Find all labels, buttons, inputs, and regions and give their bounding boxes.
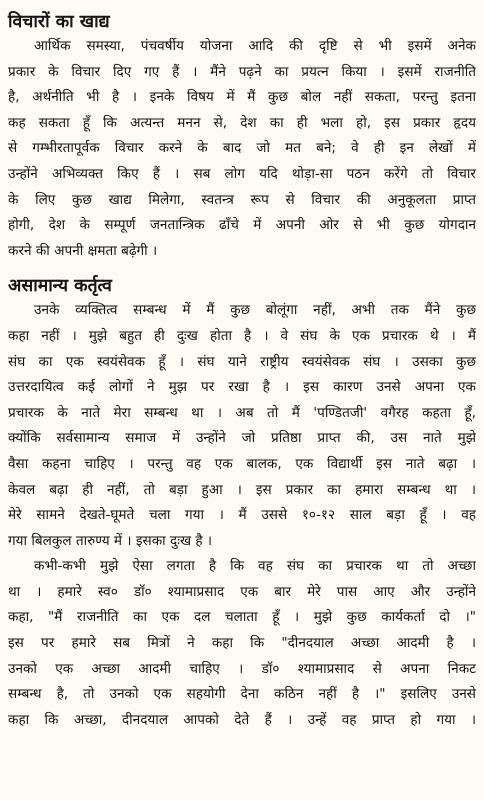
text-line: कहा कि अच्छा, दीनदयाल आपको देते हैं । उन्हें वह प्राप्त हो गया । <box>8 711 476 728</box>
paragraph <box>8 34 476 264</box>
text-line: क्योंकि सर्वसामान्य समाज में उन्होंने जो प्रतिष्ठा प्राप्त की, उस नाते मुझे <box>8 430 476 447</box>
text-line: होगी, देश के सम्पूर्ण जनतान्त्रिक ढाँचे में अपनी ओर से भी कुछ योगदान <box>8 217 476 234</box>
paragraph <box>8 298 476 554</box>
text-line: प्रकार के विचार दिए गए हैं । मैंने पढ़ने का प्रयत्न किया । इसमें राजनीति <box>8 63 476 80</box>
text-line: उन्होंने अभिव्यक्त किए हैं । सब लोग यदि थोड़ा-सा पठन करेंगे तो विचार <box>8 165 476 182</box>
text-line: प्रचारक के नाते मेरा सम्बन्ध था । अब तो मैं 'पण्डितजी' वगैरह कहता हूँ, <box>8 404 476 421</box>
text-line: के लिए कुछ खाद्य मिलेगा, स्वतन्त्र रूप से विचार की अनुकूलता प्राप्त <box>8 191 476 208</box>
text-line: सम्बन्ध है, तो उनको एक सहयोगी देना कठिन नहीं है ।" इसलिए उनसे <box>8 686 476 703</box>
text-line: से गम्भीरतापूर्वक विचार करने के बाद जो मत बने; वे ही इन लेखों में <box>8 140 476 157</box>
text-line: कहा नहीं । मुझे बहुत ही दुःख होता है । वे संघ के एक प्रचारक थे । मैं <box>8 327 476 344</box>
section-title-asamanya-kartritva: असामान्य कर्तृत्व <box>8 276 112 297</box>
text-line: वैसा कहना चाहिए । परन्तु वह एक बालक, एक विद्यार्थी इस नाते बढ़ा । <box>8 455 476 472</box>
text-line: कहा, "मैं राजनीति का एक दल चलाता हूँ । मुझे कुछ कार्यकर्ता दो ।" <box>8 609 476 626</box>
text-line: उनको एक अच्छा आदमी चाहिए । डॉ० श्यामाप्रसाद से अपना निकट <box>8 660 476 677</box>
text-line: है, अर्थनीति भी है । इनके विषय में मैं कुछ बोल नहीं सकता, परन्तु इतना <box>8 89 476 106</box>
text-line: उनके व्यक्तित्व सम्बन्ध में मैं कुछ बोलूंगा नहीं, अभी तक मैंने कुछ <box>34 302 476 319</box>
text-line: गया बिलकुल तारुण्य में । इसका दुःख है । <box>8 532 213 549</box>
paragraph <box>8 554 476 733</box>
text-line: कह सकता हूँ कि अत्यन्त मनन से, देश का ही भला हो, इस प्रकार हृदय <box>8 114 476 131</box>
text-line: संघ का एक स्वयंसेवक हूँ । संघ याने राष्ट्रीय स्वयंसेवक संघ । उसका कुछ <box>8 353 476 370</box>
text-line: कभी-कभी मुझे ऐसा लगता है कि वह संघ का प्रचारक था तो अच्छा <box>34 558 476 575</box>
text-line: आर्थिक समस्या, पंचवर्षीय योजना आदि की दृष्टि से भी इसमें अनेक <box>34 38 476 54</box>
text-line: उत्तरदायित्व कई लोगों ने मुझ पर रखा है । इस कारण उनसे अपना एक <box>8 379 476 396</box>
text-line: था । हमारे स्व० डॉ० श्यामाप्रसाद एक बार मेरे पास आए और उन्होंने <box>8 583 476 600</box>
text-line: इस पर हमारे सब मित्रों ने कहा कि "दीनदयाल अच्छा आदमी है । <box>8 635 476 652</box>
section-title-vicharon-ka-khadya: विचारों का खाद्य <box>8 12 110 32</box>
text-line: केवल बढ़ा ही नहीं, तो बड़ा हुआ । इस प्रकार का हमारा सम्बन्ध था । <box>8 481 476 498</box>
text-line: मेरे सामने देखते-घूमते चला गया । मैं उससे १०-१२ साल बड़ा हूँ । वह <box>8 507 476 524</box>
text-line: करने की अपनी क्षमता बढ़ेगी । <box>8 242 158 259</box>
